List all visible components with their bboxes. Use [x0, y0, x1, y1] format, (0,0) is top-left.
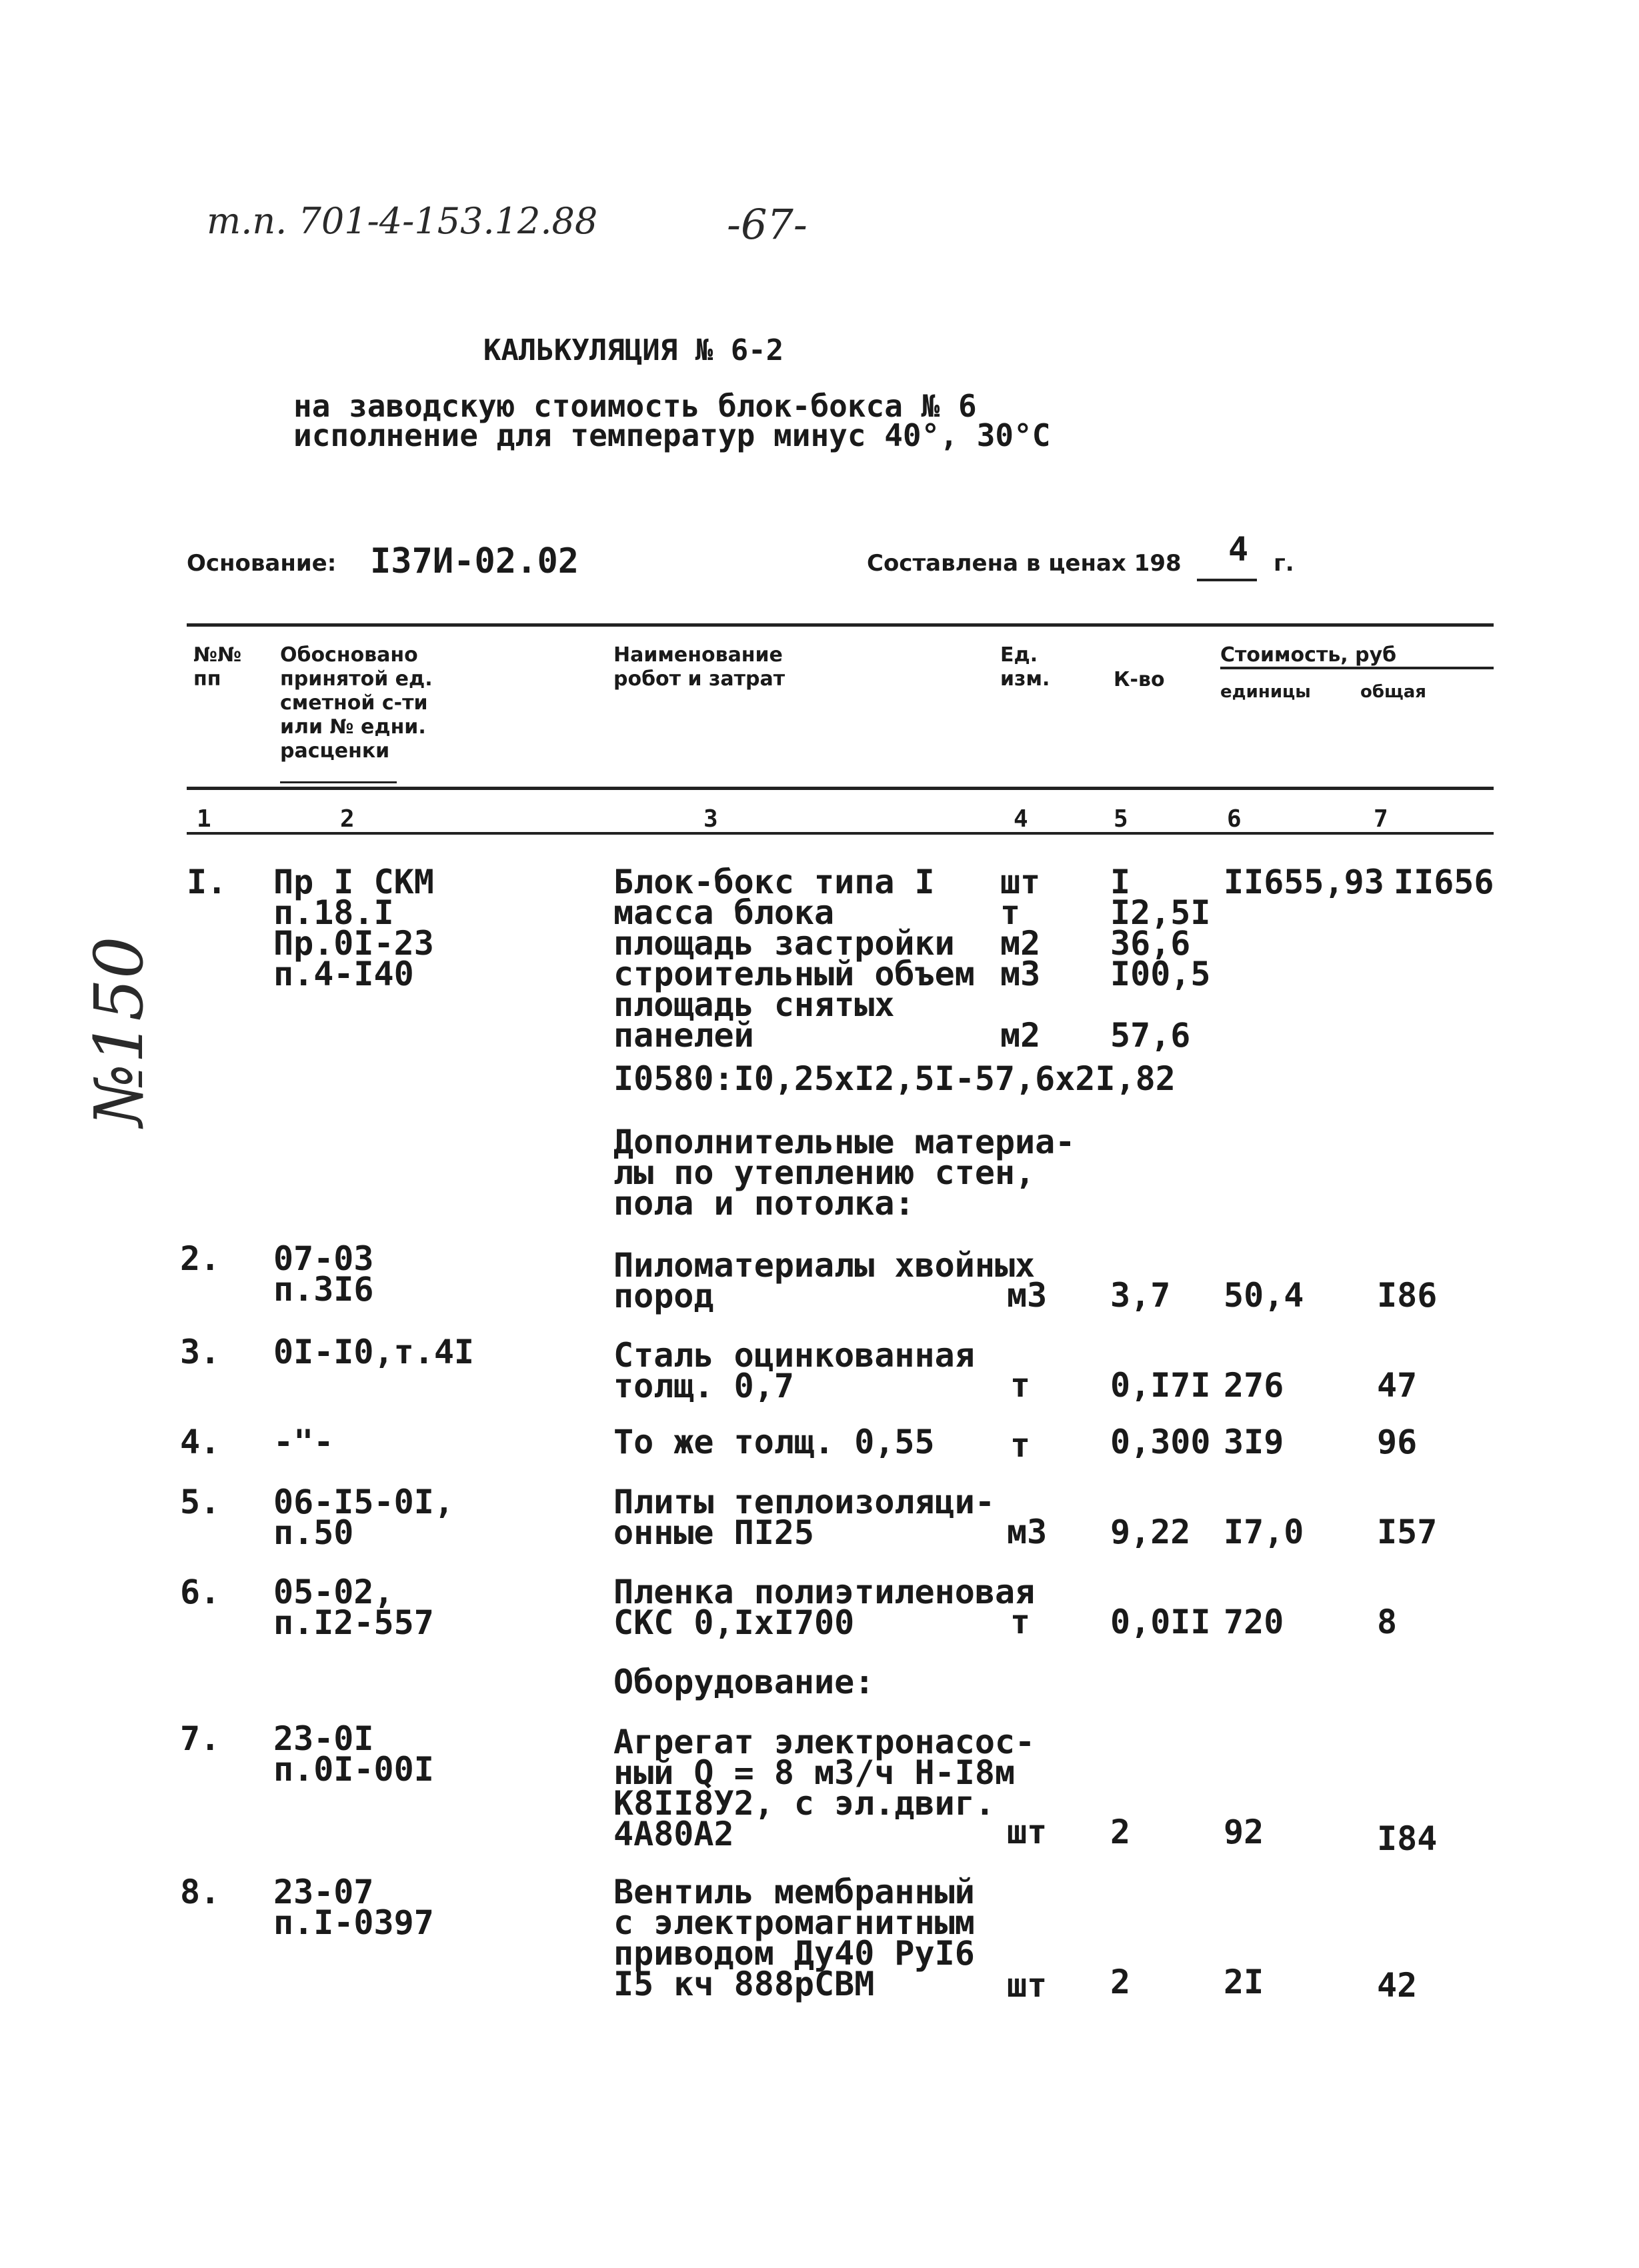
row-basis: Пр I СКМ п.18.I Пр.0I-23 п.4-I40 — [273, 863, 434, 993]
row-basis: -"- — [273, 1423, 334, 1461]
row-basis: 06-I5-0I, п.50 — [273, 1483, 454, 1552]
row-total: 8 — [1377, 1603, 1398, 1641]
row-total: 42 — [1377, 1966, 1418, 2005]
row-unit-cost: 2I — [1224, 1963, 1264, 2001]
row-total: I57 — [1377, 1513, 1438, 1551]
row-number: 6. — [180, 1573, 221, 1611]
row-quantity: 9,22 — [1110, 1513, 1191, 1551]
document-reference: т.п. 701-4-153.12.88 — [207, 200, 598, 242]
row-unit-cost: I7,0 — [1224, 1513, 1304, 1551]
row-unit-cost: 50,4 — [1224, 1276, 1304, 1315]
row-name: Сталь оцинкованная толщ. 0,7 — [613, 1336, 975, 1405]
column-number: 5 — [1114, 805, 1128, 833]
row-unit-cost: 276 — [1224, 1366, 1284, 1405]
row-name: Плиты теплоизоляци- онные ПI25 — [613, 1483, 995, 1552]
row-unit: м3 — [1007, 1276, 1048, 1315]
compiled-suffix: г. — [1274, 550, 1294, 577]
column-number: 4 — [1014, 805, 1028, 833]
row-name: Блок-бокс типа I масса блока площадь застройки строительный объем площадь снятых панелей — [613, 863, 975, 1055]
header-col-total: общая — [1360, 682, 1426, 702]
calculation-title: КАЛЬКУЛЯЦИЯ № 6-2 — [483, 333, 784, 367]
column-number: 1 — [197, 805, 211, 833]
calculation-subtitle: на заводскую стоимость блок-бокса № 6 — [293, 388, 977, 424]
row-name: Агрегат электронасос- ный Q = 8 м3/ч Н-I8м К8II8У2, с эл.двиг. 4А80А2 — [613, 1723, 1036, 1853]
row-number: 8. — [180, 1873, 221, 1911]
row-unit: шт — [1007, 1966, 1048, 2005]
page-number: -67- — [727, 200, 807, 249]
table-header-rule — [187, 787, 1494, 790]
compiled-label: Составлена в ценах 198 — [867, 550, 1182, 577]
row-basis: 0I-I0,т.4I — [273, 1333, 475, 1371]
row-total: I86 — [1377, 1276, 1438, 1315]
title-block — [293, 333, 1227, 453]
year-underline — [1197, 579, 1257, 581]
row-unit-cost: 3I9 — [1224, 1423, 1284, 1461]
row-name: Пиломатериалы хвойных пород — [613, 1246, 1036, 1315]
row-number: 7. — [180, 1719, 221, 1758]
table-top-rule — [187, 623, 1494, 627]
row-unit: м3 — [1007, 1513, 1048, 1551]
header-col-number: №№ пп — [193, 643, 242, 691]
row-quantity: I I2,5I 36,6 I00,5 57,6 — [1110, 863, 1211, 1055]
column-number: 6 — [1227, 805, 1242, 833]
basis-label: Основание: — [187, 550, 337, 577]
row-unit: т — [1010, 1366, 1031, 1405]
basis-value: I37И-02.02 — [370, 541, 579, 581]
row-name: То же толщ. 0,55 — [613, 1423, 935, 1461]
row-quantity: 2 — [1110, 1963, 1131, 2001]
section-heading: Дополнительные материа- лы по утеплению стен, пола и потолка: — [613, 1123, 1076, 1223]
calculation-formula: I0580:I0,25хI2,5I-57,6х2I,82 — [613, 1059, 1176, 1098]
row-number: I. — [187, 863, 227, 901]
row-basis: 05-02, п.I2-557 — [273, 1573, 434, 1642]
column-number: 2 — [340, 805, 355, 833]
row-basis: 23-0I п.0I-00I — [273, 1719, 434, 1789]
calculation-subtitle-2: исполнение для температур минус 40°, 30°С — [293, 417, 1051, 453]
row-name: Пленка полиэтиленовая СКС 0,IхI700 — [613, 1573, 1036, 1642]
section-heading: Оборудование: — [613, 1663, 875, 1701]
row-name: Вентиль мембранный с электромагнитным приводом Ду40 РуI6 I5 кч 888рСВМ — [613, 1873, 975, 2003]
row-unit: шт т м2 м3 м2 — [1000, 863, 1041, 1055]
row-basis: 07-03 п.3I6 — [273, 1239, 374, 1309]
row-number: 2. — [180, 1239, 221, 1278]
row-unit: т — [1010, 1603, 1031, 1641]
compiled-year: 4 — [1228, 530, 1249, 569]
row-quantity: 0,300 — [1110, 1423, 1211, 1461]
column-number: 3 — [703, 805, 718, 833]
header-col-name: Наименование робот и затрат — [613, 643, 785, 691]
row-number: 5. — [180, 1483, 221, 1521]
row-total: 96 — [1377, 1423, 1418, 1461]
header-col-basis: Обосновано принятой ед. сметной с-ти или № едни. расценки — [280, 643, 433, 763]
column-number-rule — [187, 832, 1494, 835]
header-col-qty: К-во — [1114, 668, 1165, 691]
row-unit-cost: 720 — [1224, 1603, 1284, 1641]
header-col-unit: Ед. изм. — [1000, 643, 1050, 691]
row-basis: 23-07 п.I-0397 — [273, 1873, 434, 1942]
row-total: I84 — [1377, 1819, 1438, 1858]
row-unit: т — [1010, 1426, 1031, 1465]
margin-handwritten-note: №150 — [80, 936, 158, 1127]
row-quantity: 2 — [1110, 1813, 1131, 1851]
header-col-unit-cost: единицы — [1220, 682, 1311, 702]
row-total: 47 — [1377, 1366, 1418, 1405]
header-col-cost-group: Стоимость, руб — [1220, 643, 1397, 667]
row-unit: шт — [1007, 1813, 1048, 1851]
row-total: II656 — [1394, 863, 1494, 901]
row-unit-cost: II655,93 — [1224, 863, 1384, 901]
row-number: 4. — [180, 1423, 221, 1461]
row-quantity: 0,I7I — [1110, 1366, 1211, 1405]
row-number: 3. — [180, 1333, 221, 1371]
row-quantity: 3,7 — [1110, 1276, 1171, 1315]
column-number: 7 — [1374, 805, 1388, 833]
header-underline — [280, 781, 397, 783]
row-quantity: 0,0II — [1110, 1603, 1211, 1641]
row-unit-cost: 92 — [1224, 1813, 1264, 1851]
